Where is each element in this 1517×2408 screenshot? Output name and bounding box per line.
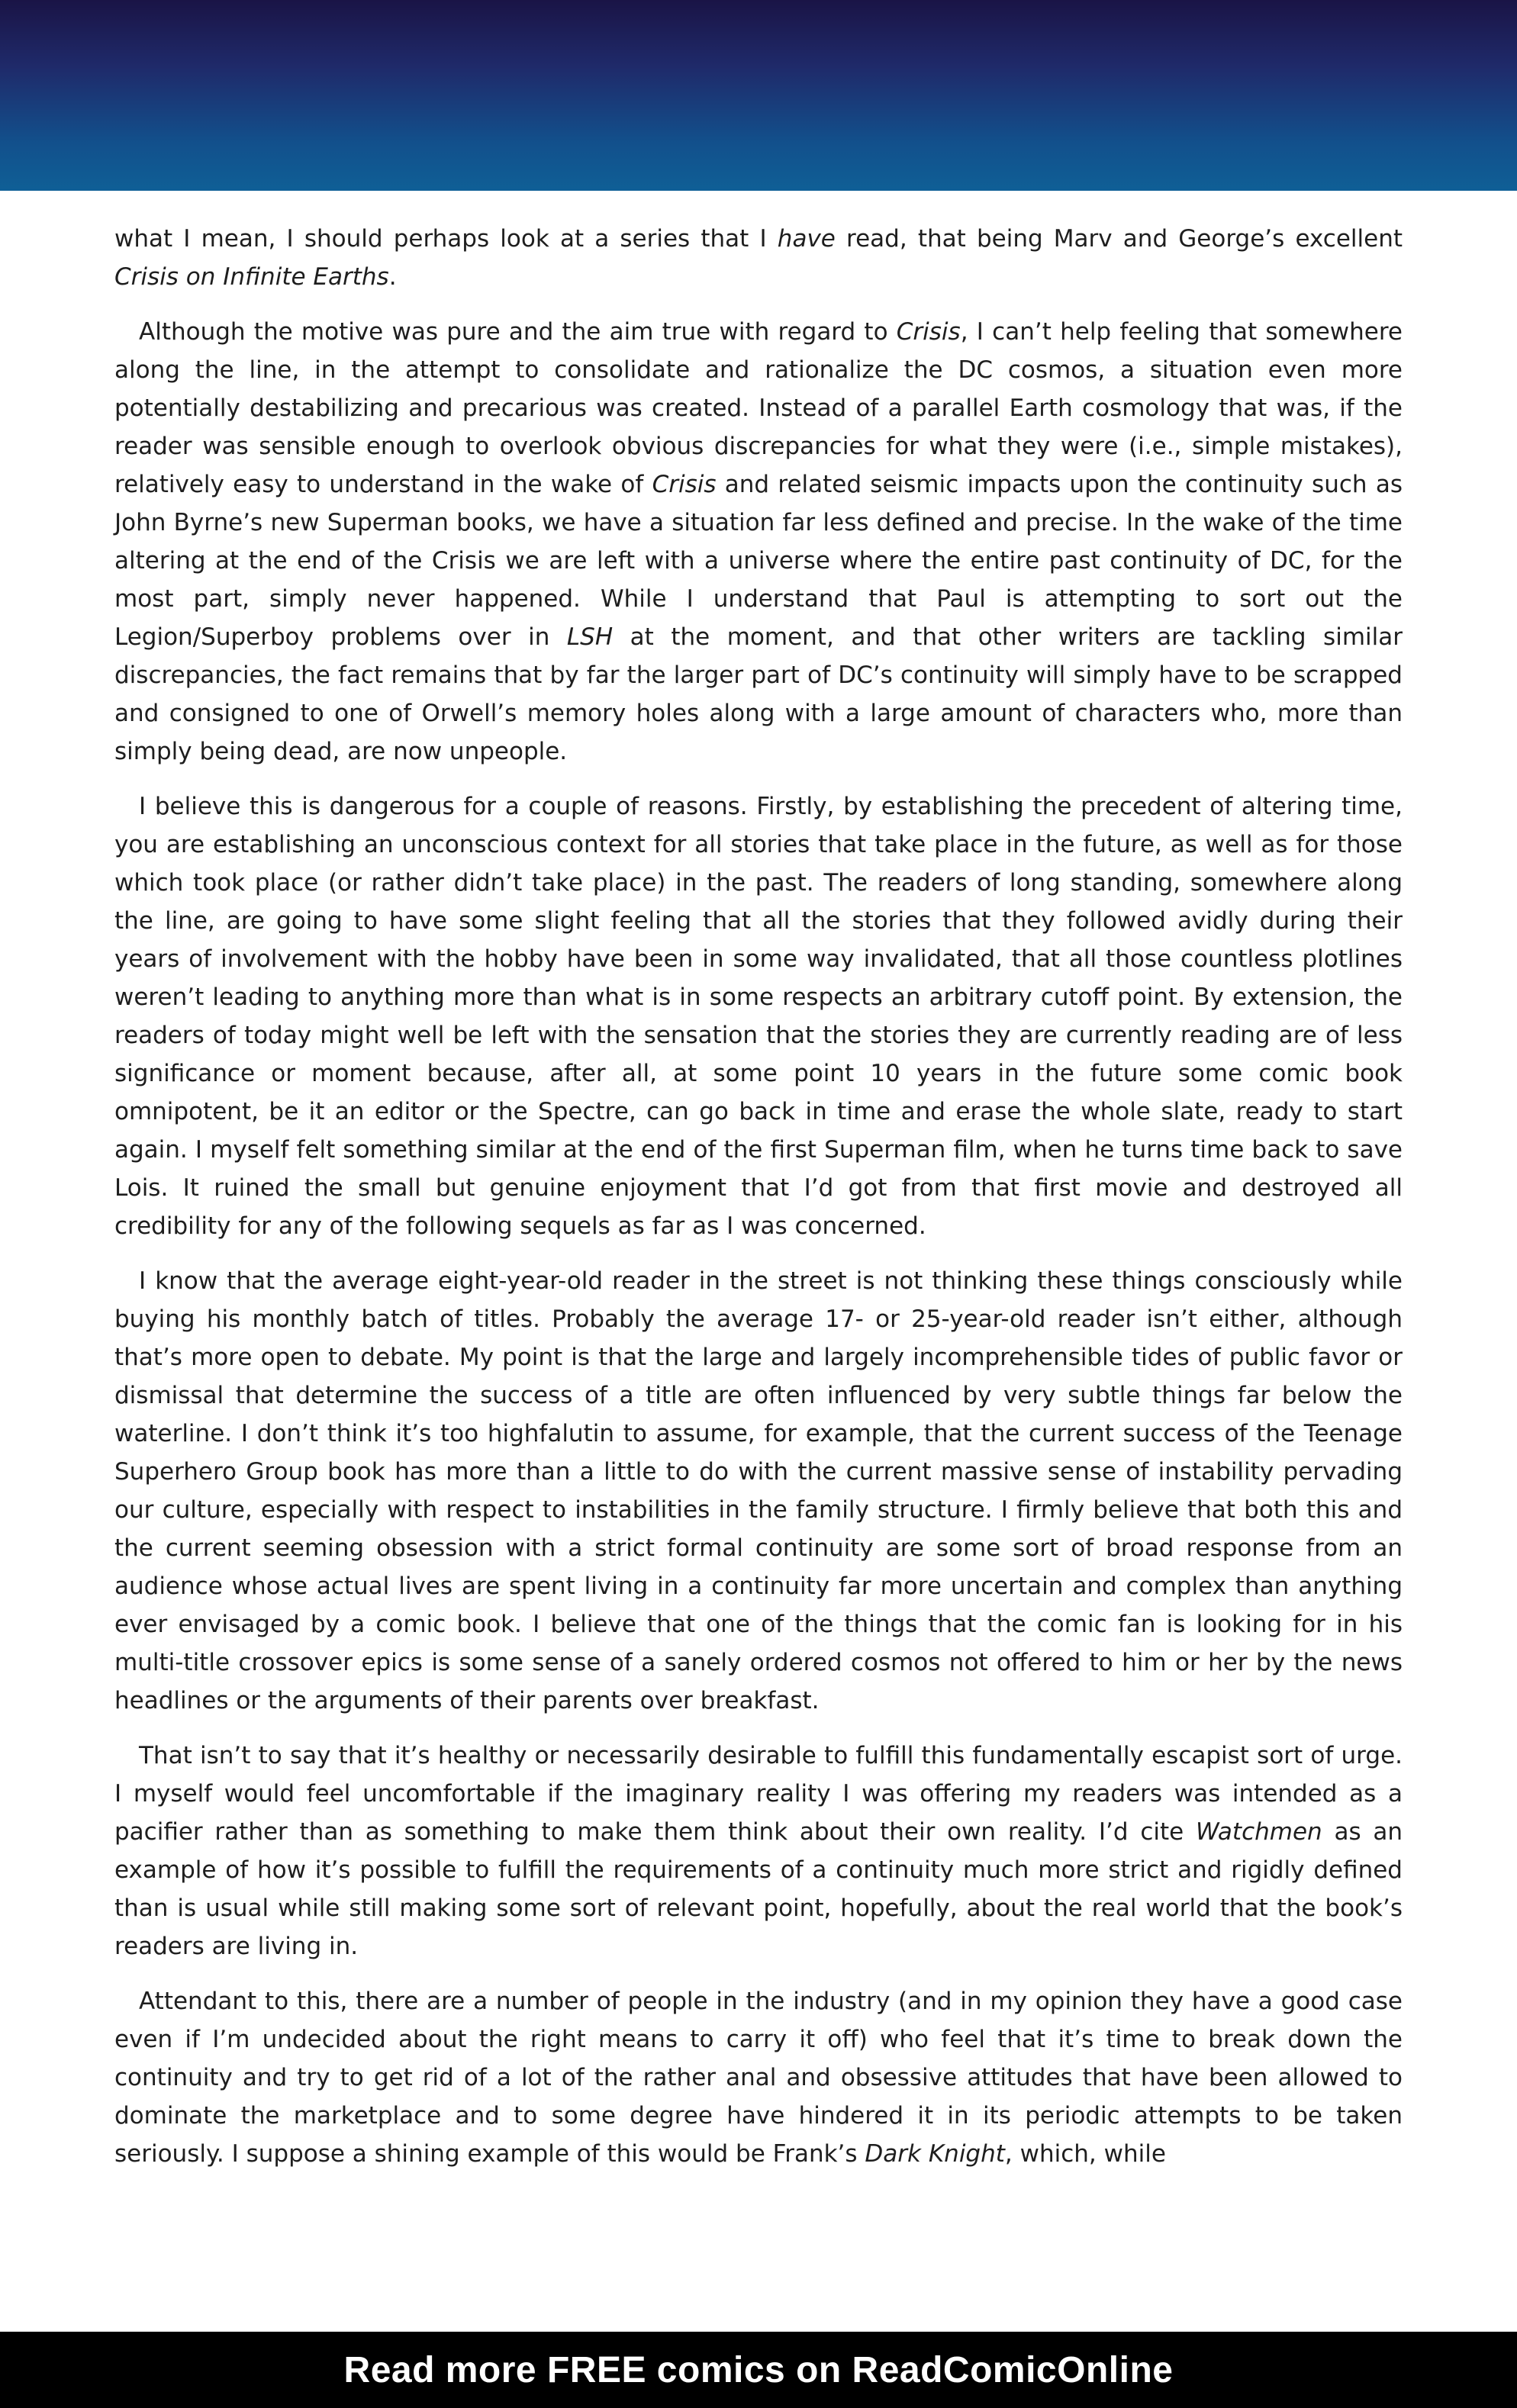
read-more-link[interactable]: Read more FREE comics on ReadComicOnline <box>343 2349 1174 2390</box>
paragraph <box>114 1262 1403 1720</box>
italic-text: Crisis <box>896 318 961 346</box>
article-body <box>114 220 1403 2190</box>
text-run: as an example of how it’s possible to fulfill the requirements of a continuity much more strict and rigidly defined than is usual while still making some sort of relevant point, hopefully, about the real world that the book’s readers are living in. <box>114 1818 1403 1960</box>
text-run: I know that the average eight-year-old reader in the street is not thinking these things consciously while buying his monthly batch of titles. Probably the average 17- or 25-year-old reader isn’t either, although that’s more open to debate. My point is that the large and largely incomprehensible tides of public favor or dismissal that determine the success of a title are often influenced by very subtle things far below the waterline. I don’t think it’s too highfalutin to assume, for example, that the current success of the Teenage Superhero Group book has more than a little to do with the current massive sense of instability pervading our culture, especially with respect to instabilities in the family structure. I firmly believe that both this and the current seeming obsession with a strict formal continuity are some sort of broad response from an audience whose actual lives are spent living in a continuity far more uncertain and complex than anything ever envisaged by a comic book. I believe that one of the things that the comic fan is looking for in his multi-title crossover epics is some sense of a sanely ordered cosmos not offered to him or her by the news headlines or the arguments of their parents over breakfast. <box>114 1267 1403 1714</box>
paragraph <box>114 787 1403 1245</box>
text-run: , which, while <box>1004 2140 1166 2168</box>
italic-text: Crisis on Infinite Earths <box>114 263 389 291</box>
text-run: I believe this is dangerous for a couple of reasons. Firstly, by establishing the precedent of altering time, you are establishing an unconscious context for all stories that take place in the future, as well as for those which took place (or rather didn’t take place) in the past. The readers of long standing, somewhere along the line, are going to have some slight feeling that all the stories that they followed avidly during their years of involvement with the hobby have been in some way invalidated, that all those countless plotlines weren’t leading to anything more than what is in some respects an arbitrary cutoff point. By extension, the readers of today might well be left with the sensation that the stories they are currently reading are of less significance or moment because, after all, at some point 10 years in the future some comic book omnipotent, be it an editor or the Spectre, can go back in time and erase the whole slate, ready to start again. I myself felt something similar at the end of the first Superman film, when he turns time back to save Lois. It ruined the small but genuine enjoyment that I’d got from that first movie and destroyed all credibility for any of the following sequels as far as I was concerned. <box>114 793 1403 1240</box>
text-run: and related seismic impacts upon the continuity such as John Byrne’s new Superman books, we have a situation far less defined and precise. In the wake of the time altering at the end of the Crisis we are left with a universe where the entire past continuity of DC, for the most part, simply never happened. While I understand that Paul is attempting to sort out the Legion/Superboy problems over in <box>114 471 1403 651</box>
text-run: That isn’t to say that it’s healthy or necessarily desirable to fulfill this fundamentally escapist sort of urge. I myself would feel uncomfortable if the imaginary reality I was offering my readers was intended as a pacifier rather than as something to make them think about their own reality. I’d cite <box>114 1742 1403 1846</box>
paragraph <box>114 1982 1403 2173</box>
text-run: . <box>388 263 397 291</box>
paragraph <box>114 313 1403 771</box>
italic-text: Watchmen <box>1195 1818 1322 1846</box>
text-run: read, that being Marv and George’s excellent <box>835 225 1403 253</box>
text-run: Attendant to this, there are a number of people in the industry (and in my opinion they have a good case even if I’m undecided about the right means to carry it off) who feel that it’s time to break down the continuity and try to get rid of a lot of the rather anal and obsessive attitudes that have been allowed to dominate the marketplace and to some degree have hindered it in its periodic attempts to be taken seriously. I suppose a shining example of this would be Frank’s <box>114 1988 1403 2168</box>
text-run: Although the motive was pure and the aim true with regard to <box>139 318 897 346</box>
italic-text: LSH <box>566 623 614 651</box>
italic-text: have <box>777 225 836 253</box>
text-run: what I mean, I should perhaps look at a series that I <box>114 225 778 253</box>
paragraph <box>114 220 1403 296</box>
italic-text: Dark Knight <box>865 2140 1005 2168</box>
header-band <box>0 0 1517 191</box>
footer-banner <box>0 2332 1517 2408</box>
text-run: , I can’t help feeling that somewhere along the line, in the attempt to consolidate and rationalize the DC cosmos, a situation even more potentially destabilizing and precarious was created. Instead of a parallel Earth cosmology that was, if the reader was sensible enough to overlook obvious discrepancies for what they were (i.e., simple mistakes), relatively easy to understand in the wake of <box>114 318 1403 498</box>
paragraph <box>114 1737 1403 1965</box>
text-run: at the moment, and that other writers are tackling similar discrepancies, the fact remains that by far the larger part of DC’s continuity will simply have to be scrapped and consigned to one of Orwell’s memory holes along with a large amount of characters who, more than simply being dead, are now unpeople. <box>114 623 1403 765</box>
italic-text: Crisis <box>652 471 717 498</box>
